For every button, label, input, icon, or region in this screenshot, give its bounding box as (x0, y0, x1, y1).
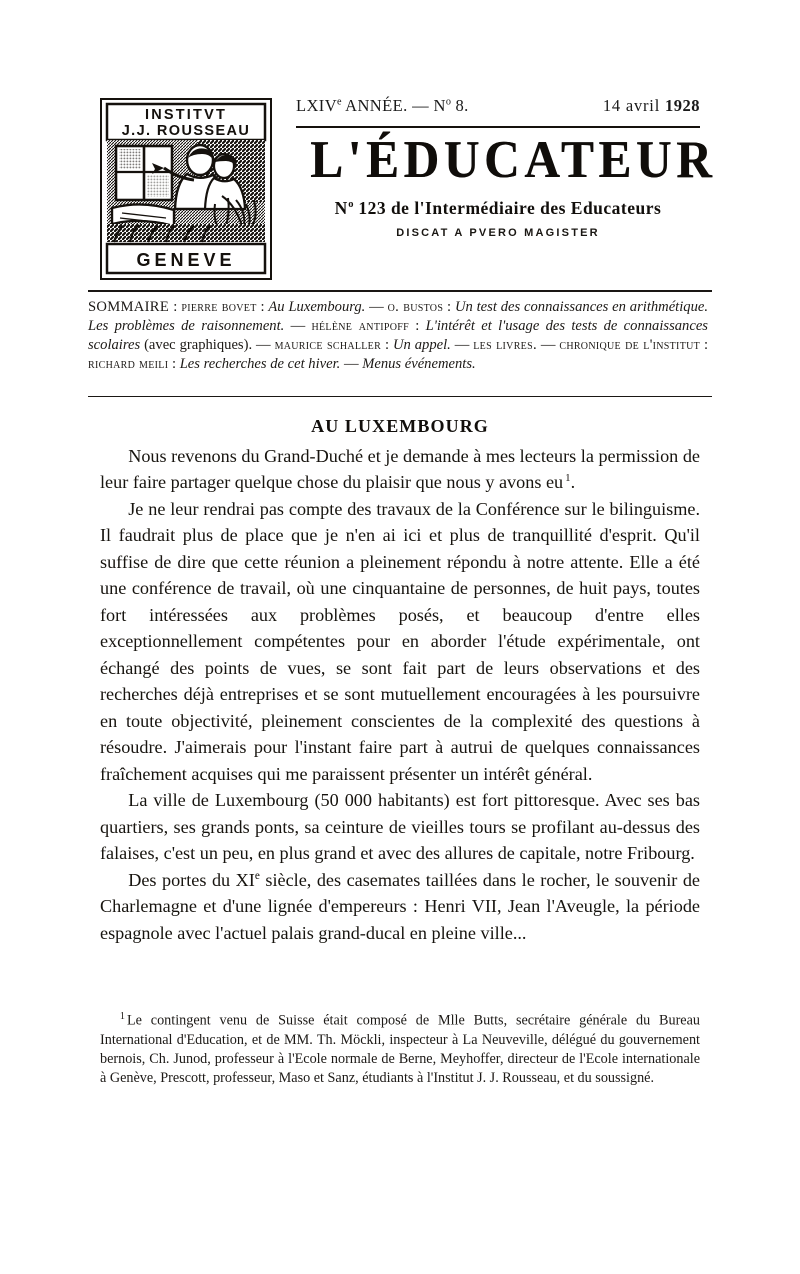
sommaire-block (88, 298, 708, 374)
paragraph: Je ne leur rendrai pas compte des travaux de la Conférence sur le bilinguisme. Il faudrait plus de place que je n'en ai ici et plus de tranquillité d'esprit. Qu'il suffise de dire que cette réunion a pleinement répondu à notre attente. Elle a été une conférence de travail, où une cinquantaine de personnes, de huit pays, toutes fort intéressées aux problèmes posés, et beaucoup d'entre elles exceptionnellement compétentes pour en aborder l'étude expérimentale, ont échangé des points de vues, se sont fait part de leurs observations et des recherches déjà entreprises et se sont mutuellement encouragées à les poursuivre en toute objectivité, pleinement conscientes de la complexité des questions à résoudre. J'aimerais pour l'instant faire part à autrui de quelques connaissances fraîchement acquises qui me paraissent présenter un intérêt général. (100, 498, 700, 784)
publication-subtitle (296, 198, 700, 219)
article-body (100, 443, 700, 946)
subtitle-prefix: N (334, 198, 349, 219)
paragraph-text: Nous revenons du Grand-Duché et je demande à mes lecteurs la permission de leur faire partager quelque chose du plaisir que nous y avons eu (100, 446, 700, 493)
sommaire-top-rule (88, 290, 712, 292)
svg-text:INSTITVT: INSTITVT (144, 107, 228, 123)
footnote-text: Le contingent venu de Suisse était composé de Mlle Butts, secrétaire générale du Bureau International d'Education, et de MM. Th. Möckli, inspecteur à La Neuveville, délégué du gouvernement bernois, Ch. Junod, professeur à l'Ecole normale de Berne, Meyhoffer, directeur de l'Ecole internationale à Genève, Prescott, professeur, Maso et Sanz, étudiants à l'Institut J. J. Rousseau, et du soussigné. (100, 1012, 700, 1086)
subtitle-rest: 123 de l'Intermédiaire des Educateurs (353, 198, 662, 219)
logo-engraving-icon (102, 100, 270, 278)
svg-text:GENEVE: GENEVE (136, 250, 236, 270)
paragraph: Nous revenons du Grand-Duché et je demande à mes lecteurs la permission de leur faire partager quelque chose du plaisir que nous y avons eu $^1$. (100, 446, 700, 493)
article-title: AU LUXEMBOURG (311, 416, 489, 436)
volume-ordinal-suffix: e (337, 96, 342, 108)
footnote-block (100, 1010, 700, 1088)
paragraph: La ville de Luxembourg (50 000 habitants) est fort pittoresque. Avec ses bas quartiers, ses grands ponts, sa ceinture de vieilles tours se profilant au-dessus des falaises, c'est un peu, en plus grand et avec des allures de capitale, notre Fribourg. (100, 790, 700, 864)
paragraph (100, 867, 700, 946)
publication-title: L'ÉDUCATEUR (310, 131, 717, 189)
masthead-rule (296, 126, 700, 128)
subtitle-ordinal-suffix: o (348, 199, 354, 211)
issue-line (296, 96, 700, 122)
number-ordinal-suffix: o (445, 96, 451, 108)
paragraph-text-cont: siècle, des casemates taillées dans le rocher, le souvenir de Charlemagne et d'une lignée d'empereurs : Henri VII, Jean l'Aveugle, la période espagnole avec l'actuel palais grand-ducal en pleine ville... (100, 869, 700, 943)
masthead (100, 96, 717, 286)
century-ordinal-suffix: e (254, 869, 260, 882)
issue-date-day-month: 14 avril (602, 96, 665, 115)
masthead-text-block (296, 96, 717, 240)
footnote-marker: 1 (119, 1011, 125, 1022)
sommaire-label: SOMMAIRE : (88, 299, 178, 315)
institut-rousseau-logo (100, 98, 272, 280)
svg-text:J.J. ROUSSEAU: J.J. ROUSSEAU (121, 123, 251, 139)
sommaire-bottom-rule (88, 396, 712, 397)
issue-number: 8. (450, 96, 469, 115)
issue-date (603, 96, 700, 116)
footnote-reference: 1 (565, 472, 571, 485)
issue-volume: LXIVe ANNÉE. — $N^o$ 8. (296, 96, 469, 115)
paragraph-text: Des portes du XI (128, 869, 255, 890)
sommaire-contents: pierre bovet : Au Luxembourg. — o. bustos : Un test des connaissances en arithmétique. Les problèmes de raisonnement. — hélène antipoff : L'intérêt et l'usage des tests de connaissances scolaires (avec graphiques). — maurice schaller : Un appel. — les livres. — chronique de l'institut : richard meili : Les recherches de cet hiver. — Menus événements. (88, 299, 709, 373)
issue-date-year: 1928 (665, 96, 700, 115)
publication-motto: DISCAT A PVERO MAGISTER (396, 227, 600, 240)
issue-volume-suffix: ANNÉE. — N (341, 96, 446, 115)
